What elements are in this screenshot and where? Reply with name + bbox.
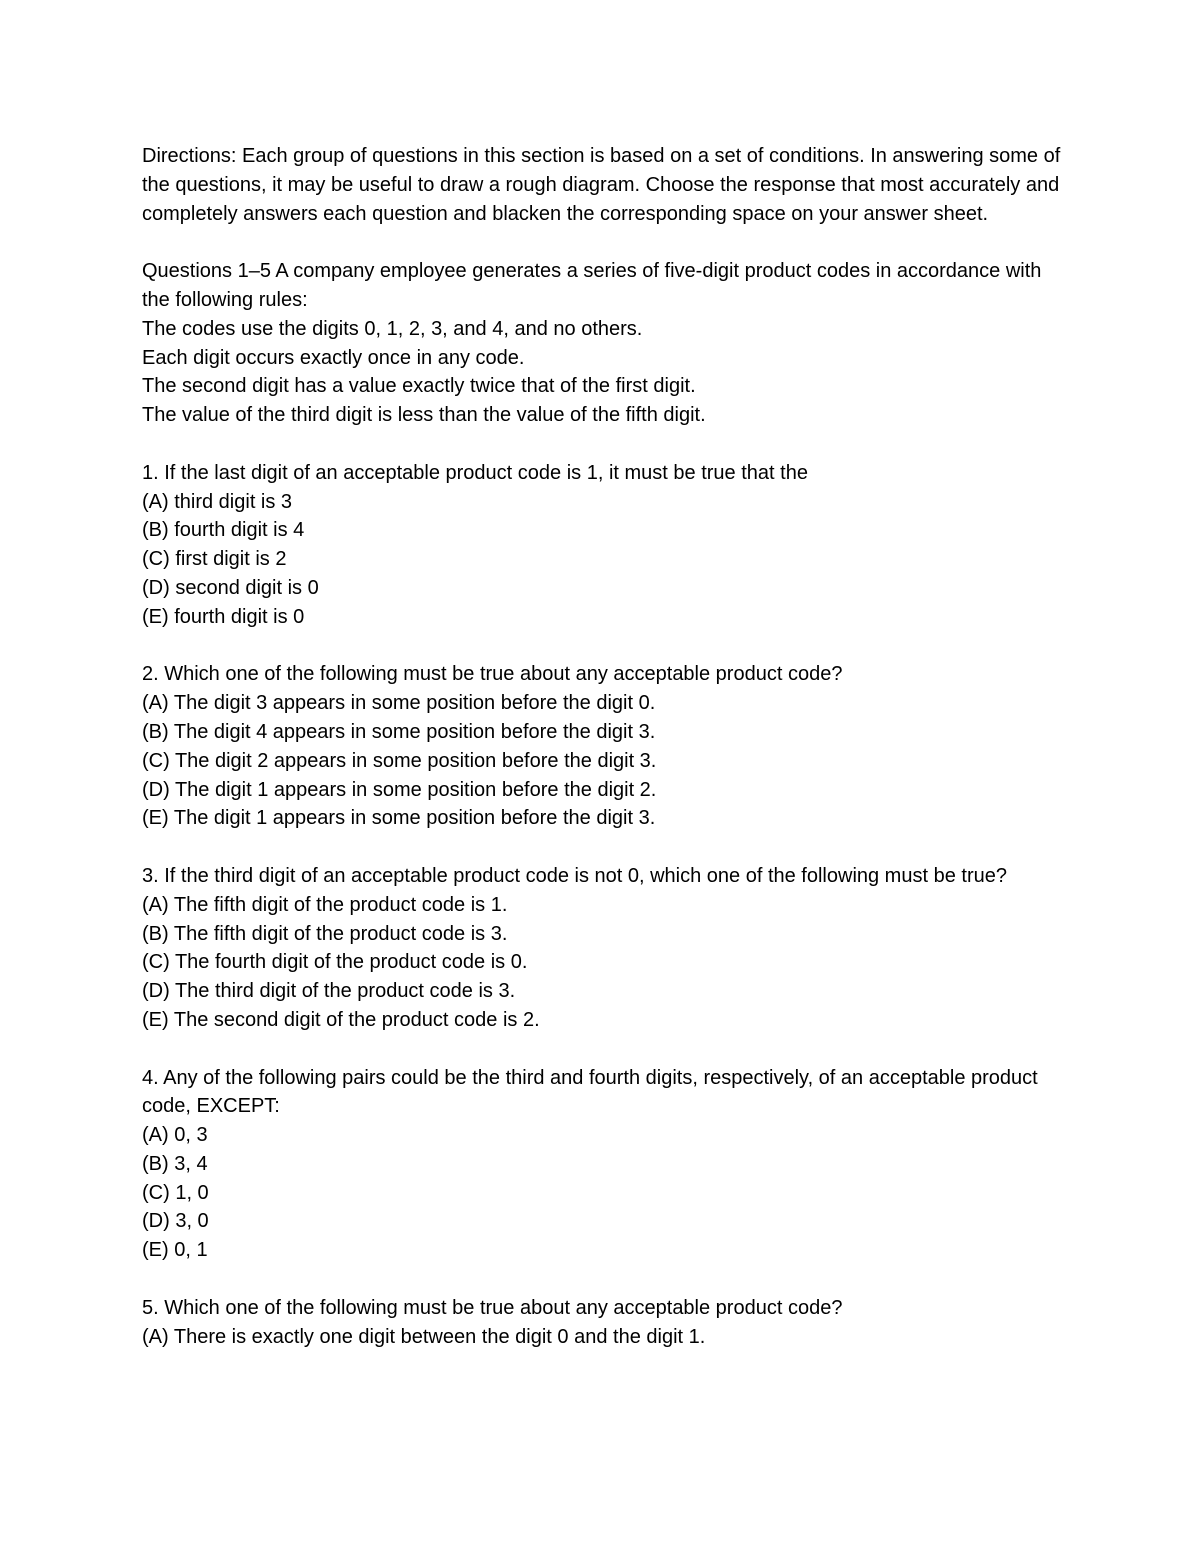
answer-option: (C) The fourth digit of the product code is 0. bbox=[142, 951, 528, 974]
setup-block bbox=[142, 257, 1072, 430]
rule-item: Each digit occurs exactly once in any code. bbox=[142, 346, 525, 369]
answer-option: (D) second digit is 0 bbox=[142, 576, 319, 599]
answer-option: (E) The digit 1 appears in some position before the digit 3. bbox=[142, 807, 656, 830]
question-stem: 4. Any of the following pairs could be the third and fourth digits, respectively, of an acceptable product code, EXCEPT: bbox=[142, 1066, 1044, 1118]
answer-option: (E) fourth digit is 0 bbox=[142, 605, 305, 628]
directions-paragraph: Directions: Each group of questions in this section is based on a set of conditions. In answering some of the questions, it may be useful to draw a rough diagram. Choose the response that most accurately and completely answers each question and blacken the corresponding space on your answer sheet. bbox=[142, 145, 1061, 225]
answer-option: (D) The digit 1 appears in some position before the digit 2. bbox=[142, 778, 657, 801]
question-stem: 2. Which one of the following must be true about any acceptable product code? bbox=[142, 663, 843, 686]
setup-intro: Questions 1–5 A company employee generates a series of five-digit product codes in accordance with the following rules: bbox=[142, 260, 1047, 311]
answer-option: (A) 0, 3 bbox=[142, 1124, 208, 1147]
answer-option: (C) first digit is 2 bbox=[142, 548, 287, 571]
answer-option: (E) 0, 1 bbox=[142, 1239, 208, 1262]
answer-option: (C) The digit 2 appears in some position before the digit 3. bbox=[142, 749, 657, 772]
answer-option: (C) 1, 0 bbox=[142, 1181, 209, 1204]
answer-option: (A) The fifth digit of the product code is 1. bbox=[142, 893, 508, 916]
document-body bbox=[142, 142, 1072, 1351]
question-stem: 1. If the last digit of an acceptable product code is 1, it must be true that the bbox=[142, 461, 808, 484]
question-stem: 5. Which one of the following must be true about any acceptable product code? bbox=[142, 1296, 843, 1319]
answer-option: (E) The second digit of the product code is 2. bbox=[142, 1008, 540, 1031]
answer-option: (A) There is exactly one digit between the digit 0 and the digit 1. bbox=[142, 1325, 706, 1348]
answer-option: (A) third digit is 3 bbox=[142, 490, 293, 513]
rule-item: The value of the third digit is less than the value of the fifth digit. bbox=[142, 404, 706, 427]
question-2 bbox=[142, 660, 1072, 833]
answer-option: (A) The digit 3 appears in some position before the digit 0. bbox=[142, 692, 656, 715]
answer-option: (B) The fifth digit of the product code is 3. bbox=[142, 922, 508, 945]
question-stem: 3. If the third digit of an acceptable product code is not 0, which one of the following must be true? bbox=[142, 864, 1007, 887]
answer-option: (B) The digit 4 appears in some position before the digit 3. bbox=[142, 720, 656, 743]
answer-option: (B) 3, 4 bbox=[142, 1152, 208, 1175]
answer-option: (B) fourth digit is 4 bbox=[142, 519, 305, 542]
answer-option: (D) The third digit of the product code is 3. bbox=[142, 980, 516, 1003]
question-1 bbox=[142, 459, 1072, 632]
rule-item: The codes use the digits 0, 1, 2, 3, and 4, and no others. bbox=[142, 317, 643, 340]
question-3 bbox=[142, 862, 1072, 1035]
rule-item: The second digit has a value exactly twice that of the first digit. bbox=[142, 375, 696, 398]
question-4 bbox=[142, 1064, 1072, 1266]
answer-option: (D) 3, 0 bbox=[142, 1210, 209, 1233]
question-5 bbox=[142, 1294, 1072, 1352]
